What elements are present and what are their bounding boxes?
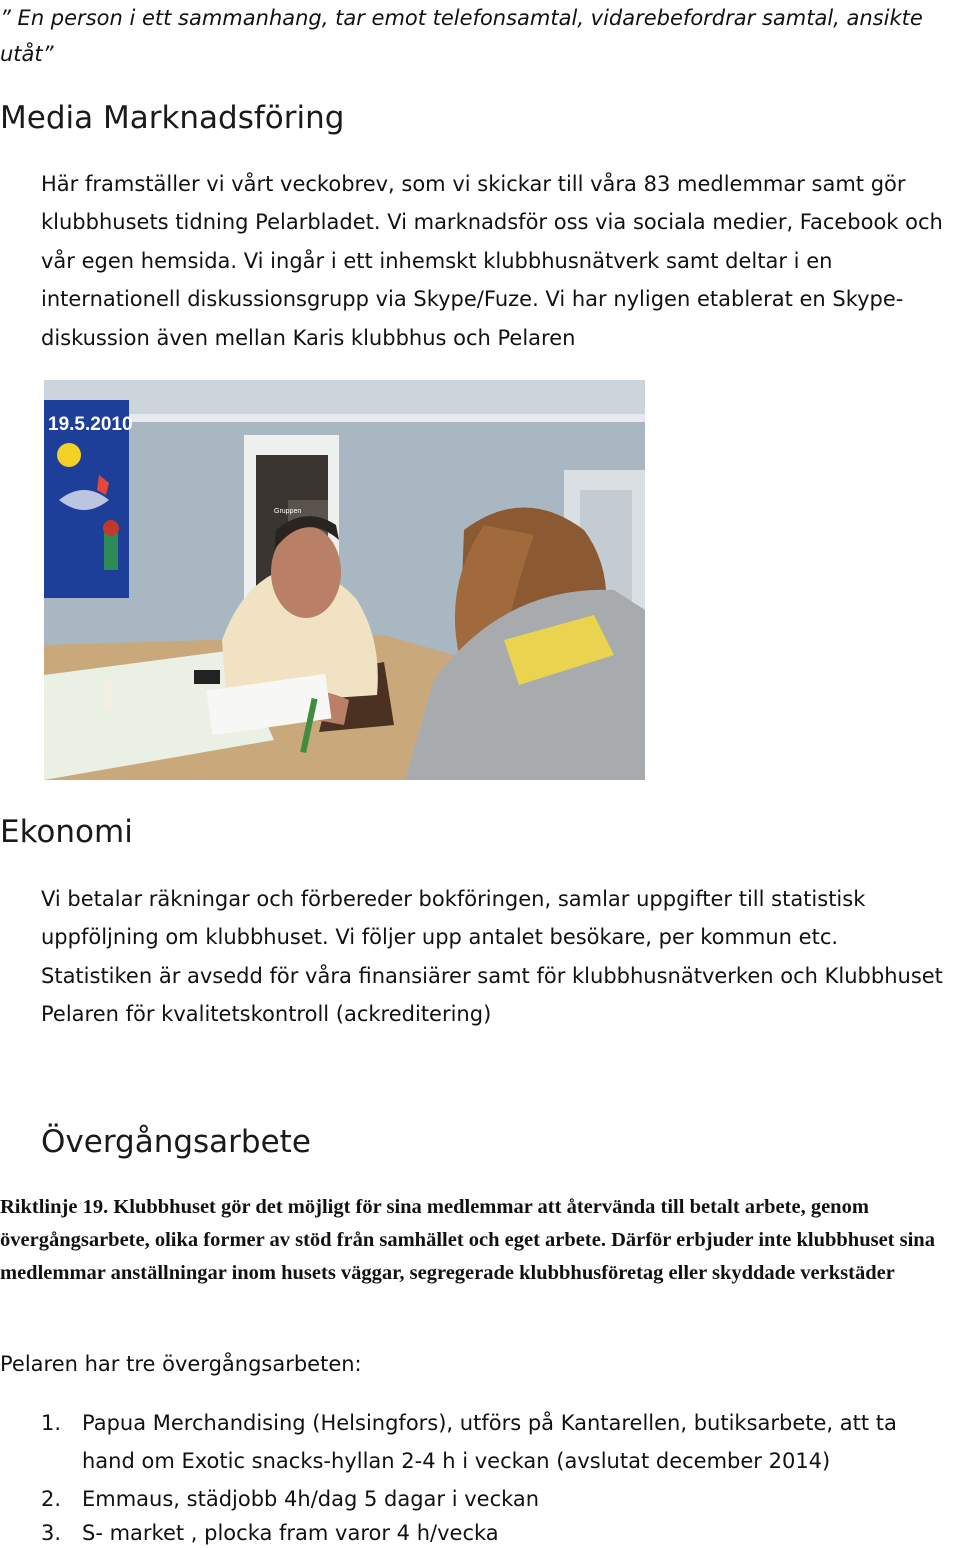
photo-meeting bbox=[44, 380, 645, 780]
overgang-intro: Pelaren har tre övergångsarbeten: bbox=[0, 1352, 362, 1376]
media-paragraph: Här framställer vi vårt veckobrev, som vi skickar till våra 83 medlemmar samt gör klubbhusets tidning Pelarbladet. Vi marknadsför oss via sociala medier, Facebook och vår egen hemsida. Vi ingår i ett inhemskt klubbhusnätverk samt deltar i en internationell diskussionsgrupp via Skype/Fuze. Vi har nyligen etablerat en Skype-diskussion även mellan Karis klubbhus och Pelaren bbox=[41, 172, 943, 350]
list-item-number: 3. bbox=[41, 1521, 62, 1545]
list-item-text: Papua Merchandising (Helsingfors), utförs på Kantarellen, butiksarbete, att ta hand om Exotic snacks-hyllan 2-4 h i veckan (avslutat december 2014) bbox=[82, 1411, 897, 1473]
list-item bbox=[41, 1404, 946, 1480]
heading-ekonomi: Ekonomi bbox=[0, 814, 133, 850]
list-item-number: 1. bbox=[41, 1411, 62, 1435]
list-item bbox=[41, 1518, 946, 1548]
photo-illustration bbox=[44, 380, 645, 780]
list-item-text: Emmaus, städjobb 4h/dag 5 dagar i veckan bbox=[82, 1487, 540, 1511]
list-item-number: 2. bbox=[41, 1487, 62, 1511]
job-list bbox=[41, 1404, 946, 1548]
intro-quote: ” En person i ett sammanhang, tar emot telefonsamtal, vidarebefordrar samtal, ansikte utåt” bbox=[0, 6, 923, 66]
list-item-text: S- market , plocka fram varor 4 h/vecka bbox=[82, 1521, 499, 1545]
ekonomi-paragraph: Vi betalar räkningar och förbereder bokföringen, samlar uppgifter till statistisk uppföljning om klubbhuset. Vi följer upp antalet besökare, per kommun etc. Statistiken är avsedd för våra finansiärer samt för klubbhusnätverken och Klubbhuset Pelaren för kvalitetskontroll (ackreditering) bbox=[41, 887, 943, 1027]
heading-overgang: Övergångsarbete bbox=[41, 1124, 311, 1160]
door-sign-label: Gruppen bbox=[274, 508, 302, 515]
list-item bbox=[41, 1480, 946, 1518]
guideline-text: Riktlinje 19. Klubbhuset gör det möjligt för sina medlemmar att återvända till betalt arbete, genom övergångsarbete, olika former av stöd från samhället och eget arbete. Därför erbjuder inte klubbhuset sina medlemmar anställningar inom husets väggar, segregerade klubbhusföretag eller skyddade verkstäder bbox=[0, 1196, 935, 1284]
heading-media: Media Marknadsföring bbox=[0, 100, 345, 136]
painting-date-label: 19.5.2010 bbox=[48, 414, 133, 435]
